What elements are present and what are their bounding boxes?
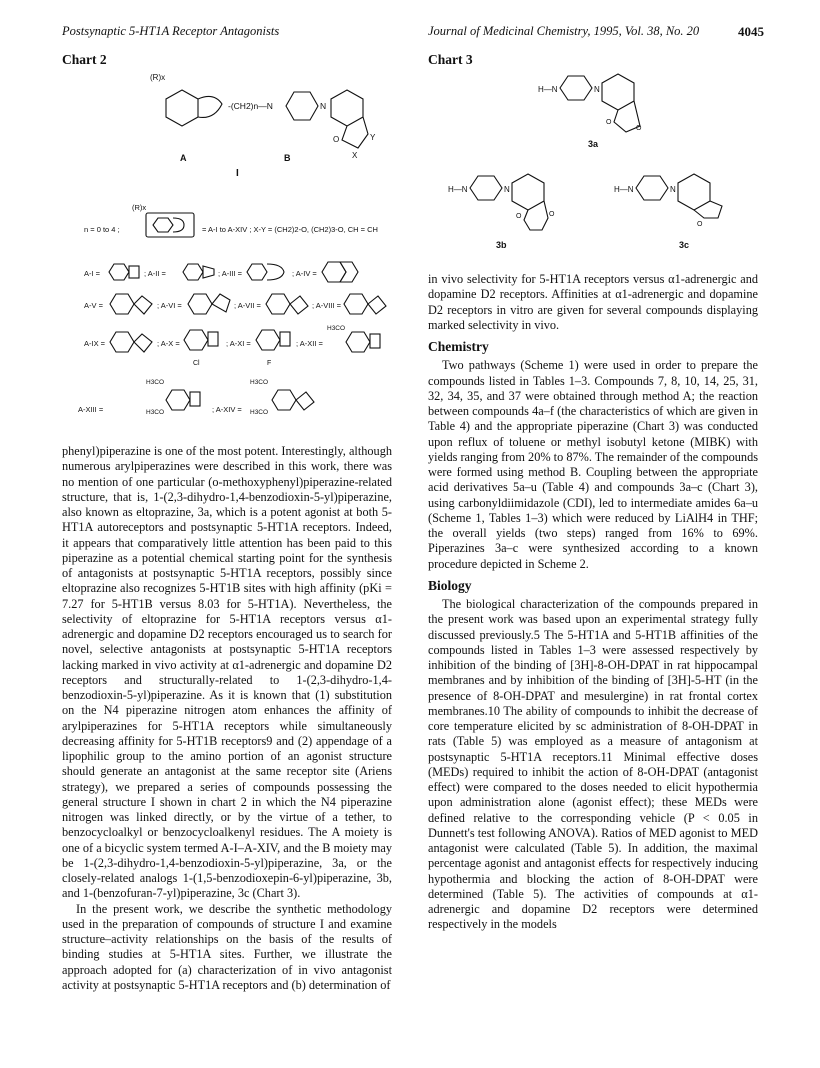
label-a-iii: ; A-III = [218, 269, 242, 278]
3a-hn: H—N [538, 85, 558, 94]
biology-paragraph: The biological characterization of the compounds prepared in the present work was based upon an experimental strategy fully discussed previously.5 The 5-HT1A and 5-HT1B affinities of the compounds listed in Tables 1–3 were assessed respectively by inhibition of the binding of [3H]-8-OH-DPAT in rat hippocampal membranes and by inhibition of the binding of [3H]-5-HT (in the presence of 8-OH-DPAT and mesulergine) in rat frontal cortex membranes.10 The ability of compounds to inhibit the decrease of core temperature elicited by sc administration of 8-OH-DPAT in rats (Table 5) was employed as a measure of antagonism at postsynaptic 5-HT1A receptors.11 Minimal effective doses (MEDs) required to inhibit the action of 8-OH-DPAT (antagonist effect) were compared to the doses needed to elicit hypothermia upon administration alone (agonist effect); these MEDs were defined relative to the corresponding vehicle (P < 0.05 in Dunnett's test following ANOVA). Ratios of MED agonist to MED antagonist were calculated (Table 5). In addition, the maximal percentage agonist and antagonist effects for respectively inducing hypothermia and blocking the action of 8-OH-DPAT were determined (Table 5). The activities of compounds at α1-adrenergic and dopamine D2 receptors were determined respectively in the models [428, 597, 758, 932]
chart3-figure [428, 68, 768, 268]
struct-b-aryl-ring [331, 90, 363, 126]
struct-label-i: I [236, 168, 239, 179]
struct-piperazine-ring [286, 92, 318, 120]
label-a-xi: ; A-XI = [226, 339, 251, 348]
chart2-figure [62, 68, 422, 438]
generic-a-fused [173, 218, 184, 232]
sub-h3co-label-d: H3CO [250, 379, 269, 386]
running-header-left: Postsynaptic 5-HT1A Receptor Antagonists [62, 24, 280, 38]
left-paragraph-1: phenyl)piperazine is one of the most potent. Interestingly, although numerous arylpiperazines were described in this work, there was no mention of one particular (o-methoxyphenyl)piperazine-related structure, that is, 1-(2,3-dihydro-1,4-benzodioxin-5-yl)piperazine, also known as eltoprazine, 3a, which is a potent agonist at both 5-HT1A autoreceptors and postsynaptic 5-HT1A receptors. Indeed, it appears that comparatively little attention has been paid to this piperazine as a potential chemical starting point for the synthesis of antagonists at postsynaptic 5-HT1A receptors, possibly since eltoprazine also recognizes 5-HT1B sites with high affinity (pKi = 7.27 for 5-HT1B versus 8.03 for 5-HT1A). Nevertheless, the selectivity of eltoprazine for 5-HT1A receptors versus α1-adrenergic and dopamine D2 receptors encouraged us to search for novel, selective antagonists at postsynaptic 5-HT1A receptors lacking marked in vivo activity at α1-adrenergic and dopamine D2 receptors and structurally-related to 1-(2,3-dihydro-1,4-benzodioxin-5-yl)piperazine. As it is known that (1) substitution on the N4 piperazine nitrogen atom enhances the affinity of arylpiperazines for 5-HT1A receptors while simultaneously decreasing affinity for 5-HT1B receptors9 and (2) appendage of a lipophilic group to the amino portion of an agonist structure should generate an antagonist at the same receptor site (Ariens strategy), we prepared a series of compounds possessing the general structure I shown in chart 2 in which the N4 piperazine nitrogen was linked directly, or by the virtue of a tether, to benzocycloalkyl or benzocycloalkenyl residues. The A moiety is one of a bicyclic system termed A-I–A-XIV, and the B moiety may be 1-(2,3-dihydro-1,4-benzodioxin-5-yl)piperazine, 3a, or the closely-related analogs 1-(1,5-benzodioxepin-6-yl)piperazine, 3b, and 1-(benzofuran-7-yl)piperazine, 3c (Chart 3). [62, 444, 392, 901]
3c-hn: H—N [614, 185, 634, 194]
chart3-title: Chart 3 [428, 52, 473, 67]
ring-a-iv-fused [340, 262, 358, 282]
label-a-xiii: A-XIII = [78, 405, 104, 414]
label-a-i: A-I = [84, 269, 101, 278]
label-a-ix: A-IX = [84, 339, 106, 348]
3c-n: N [670, 185, 676, 194]
ring-a-i [109, 264, 129, 280]
3c-furan [694, 201, 722, 218]
ring-a-x-fused [208, 332, 218, 346]
3c-aryl [678, 174, 710, 210]
right-column [428, 272, 758, 933]
struct-o-label: O [333, 135, 340, 144]
3a-aryl [602, 74, 634, 110]
label-a-x: ; A-X = [157, 339, 180, 348]
label-3c: 3c [679, 240, 690, 250]
3b-aryl [512, 174, 544, 210]
ring-a-ii-fused [203, 266, 214, 278]
3b-o-1: O [516, 213, 522, 220]
3a-piperazine [560, 76, 592, 100]
label-a-v: A-V = [84, 301, 103, 310]
n-range: n = 0 to 4 ; [84, 225, 120, 234]
sub-f-label: F [267, 360, 272, 367]
label-a-iv: ; A-IV = [292, 269, 317, 278]
struct-label-a: A [180, 153, 187, 163]
3c-o: O [697, 221, 703, 228]
ring-a-v-fused [134, 296, 152, 314]
label-a-vi: ; A-VI = [157, 301, 182, 310]
label-a-viii: ; A-VIII = [312, 301, 341, 310]
sub-cl-label: Cl [193, 360, 200, 367]
ring-a-vi [188, 294, 212, 314]
3a-o-1: O [606, 119, 612, 126]
label-a-xiv: ; A-XIV = [212, 405, 242, 414]
biology-heading: Biology [428, 577, 472, 593]
struct-y-label: Y [370, 133, 376, 142]
ring-a-xiv-fused [296, 392, 314, 410]
ring-a-x [184, 330, 208, 350]
3c-piperazine [636, 176, 668, 200]
ring-a-xi-fused [280, 332, 290, 346]
ring-a-xi [256, 330, 280, 350]
page-number: 4045 [738, 24, 764, 39]
ring-a-vii [266, 294, 290, 314]
ring-a-xii-fused [370, 334, 380, 348]
struct-x-label: X [352, 151, 358, 160]
ring-a-vi-fused [212, 294, 230, 312]
ring-a-xiii-fused [190, 392, 200, 406]
ring-a-ix-fused [134, 334, 152, 352]
sub-h3co-label-e: H3CO [250, 409, 269, 416]
ring-a-i-fused [129, 266, 139, 278]
substituent-label-2: (R)x [132, 203, 147, 212]
label-a-vii: ; A-VII = [234, 301, 261, 310]
ring-a-iii-fused [267, 264, 284, 280]
left-column [62, 444, 392, 993]
3b-n: N [504, 185, 510, 194]
chart2-title: Chart 2 [62, 52, 107, 67]
struct-piperazine-n: N [320, 101, 327, 111]
ring-a-vii-fused [290, 296, 308, 314]
3b-piperazine [470, 176, 502, 200]
struct-a-fused-ring [198, 96, 222, 117]
ring-a-xii [346, 332, 370, 352]
label-a-xii: ; A-XII = [296, 339, 323, 348]
ring-a-ix [110, 332, 134, 352]
struct-a-benzene-ring [166, 90, 198, 126]
struct-label-b: B [284, 153, 291, 163]
right-intro-paragraph: in vivo selectivity for 5-HT1A receptors versus α1-adrenergic and dopamine D2 receptors. Affinities at α1-adrenergic and dopamine D2 receptors in vitro are given for several compounds displaying marked selectivity in vivo. [428, 272, 758, 332]
label-a-ii: ; A-II = [144, 269, 166, 278]
ring-a-v [110, 294, 134, 314]
generic-a-ring [153, 218, 173, 232]
ring-a-iii [247, 264, 267, 280]
struct-chain-label: -(CH2)n—N [228, 101, 273, 111]
3b-o-2: O [549, 211, 555, 218]
left-paragraph-2: In the present work, we describe the synthetic methodology used in the preparation of compounds of structure I and examine structure–activity relationships on the basis of the results of binding studies at 5-HT1A sites. Further, we illustrate the approach adopted for (a) characterization of in vivo antagonist activity at postsynaptic 5-HT1A receptors and (b) determination of [62, 901, 392, 992]
3b-hn: H—N [448, 185, 468, 194]
sub-h3co-label-b: H3CO [146, 379, 165, 386]
label-3a: 3a [588, 139, 599, 149]
running-header-journal: Journal of Medicinal Chemistry, 1995, Vol. 38, No. 20 [428, 24, 700, 38]
sub-h3co-label-a: H3CO [327, 325, 346, 332]
struct-substituent-label: (R)x [150, 73, 166, 82]
ring-a-viii [344, 294, 368, 314]
chemistry-paragraph: Two pathways (Scheme 1) were used in order to prepare the compounds listed in Tables 1–3. Compounds 7, 8, 10, 14, 25, 31, 32, 34, 35, and 37 were obtained through method A; the reaction between compounds 4a–f (the characteristics of which are given in Table 4) and the appropriate piperazine (Chart 3) was conducted upon reflux of toluene or methyl isobutyl ketone (MIBK) with yields ranging from 20% to 87%. The remainder of the compounds were formed using method B. Coupling between the appropriate acid derivatives 5a–u (Table 4) and compounds 3a–c (Chart 3), using carbonyldiimidazole (CDI), led to intermediate amides 6a–u (Scheme 1, Tables 1–3) which were reduced by LiAlH4 in THF; the overall yields (two steps) ranged from 16% to 69%. Piperazines 3a–c were synthesized according to a known procedure depicted in Scheme 2. [428, 358, 759, 571]
ring-a-xiii [166, 390, 190, 410]
3a-n: N [594, 85, 600, 94]
sub-h3co-label-c: H3CO [146, 409, 165, 416]
ring-a-viii-fused [368, 296, 386, 314]
ring-a-xiv [272, 390, 296, 410]
label-3b: 3b [496, 240, 507, 250]
3a-o-2: O [636, 125, 642, 132]
chemistry-heading: Chemistry [428, 339, 489, 354]
ring-a-ii [183, 264, 203, 280]
a-definition-line: = A-I to A-XIV ; X-Y = (CH2)2-O, (CH2)3-O, CH = CH [202, 225, 378, 234]
